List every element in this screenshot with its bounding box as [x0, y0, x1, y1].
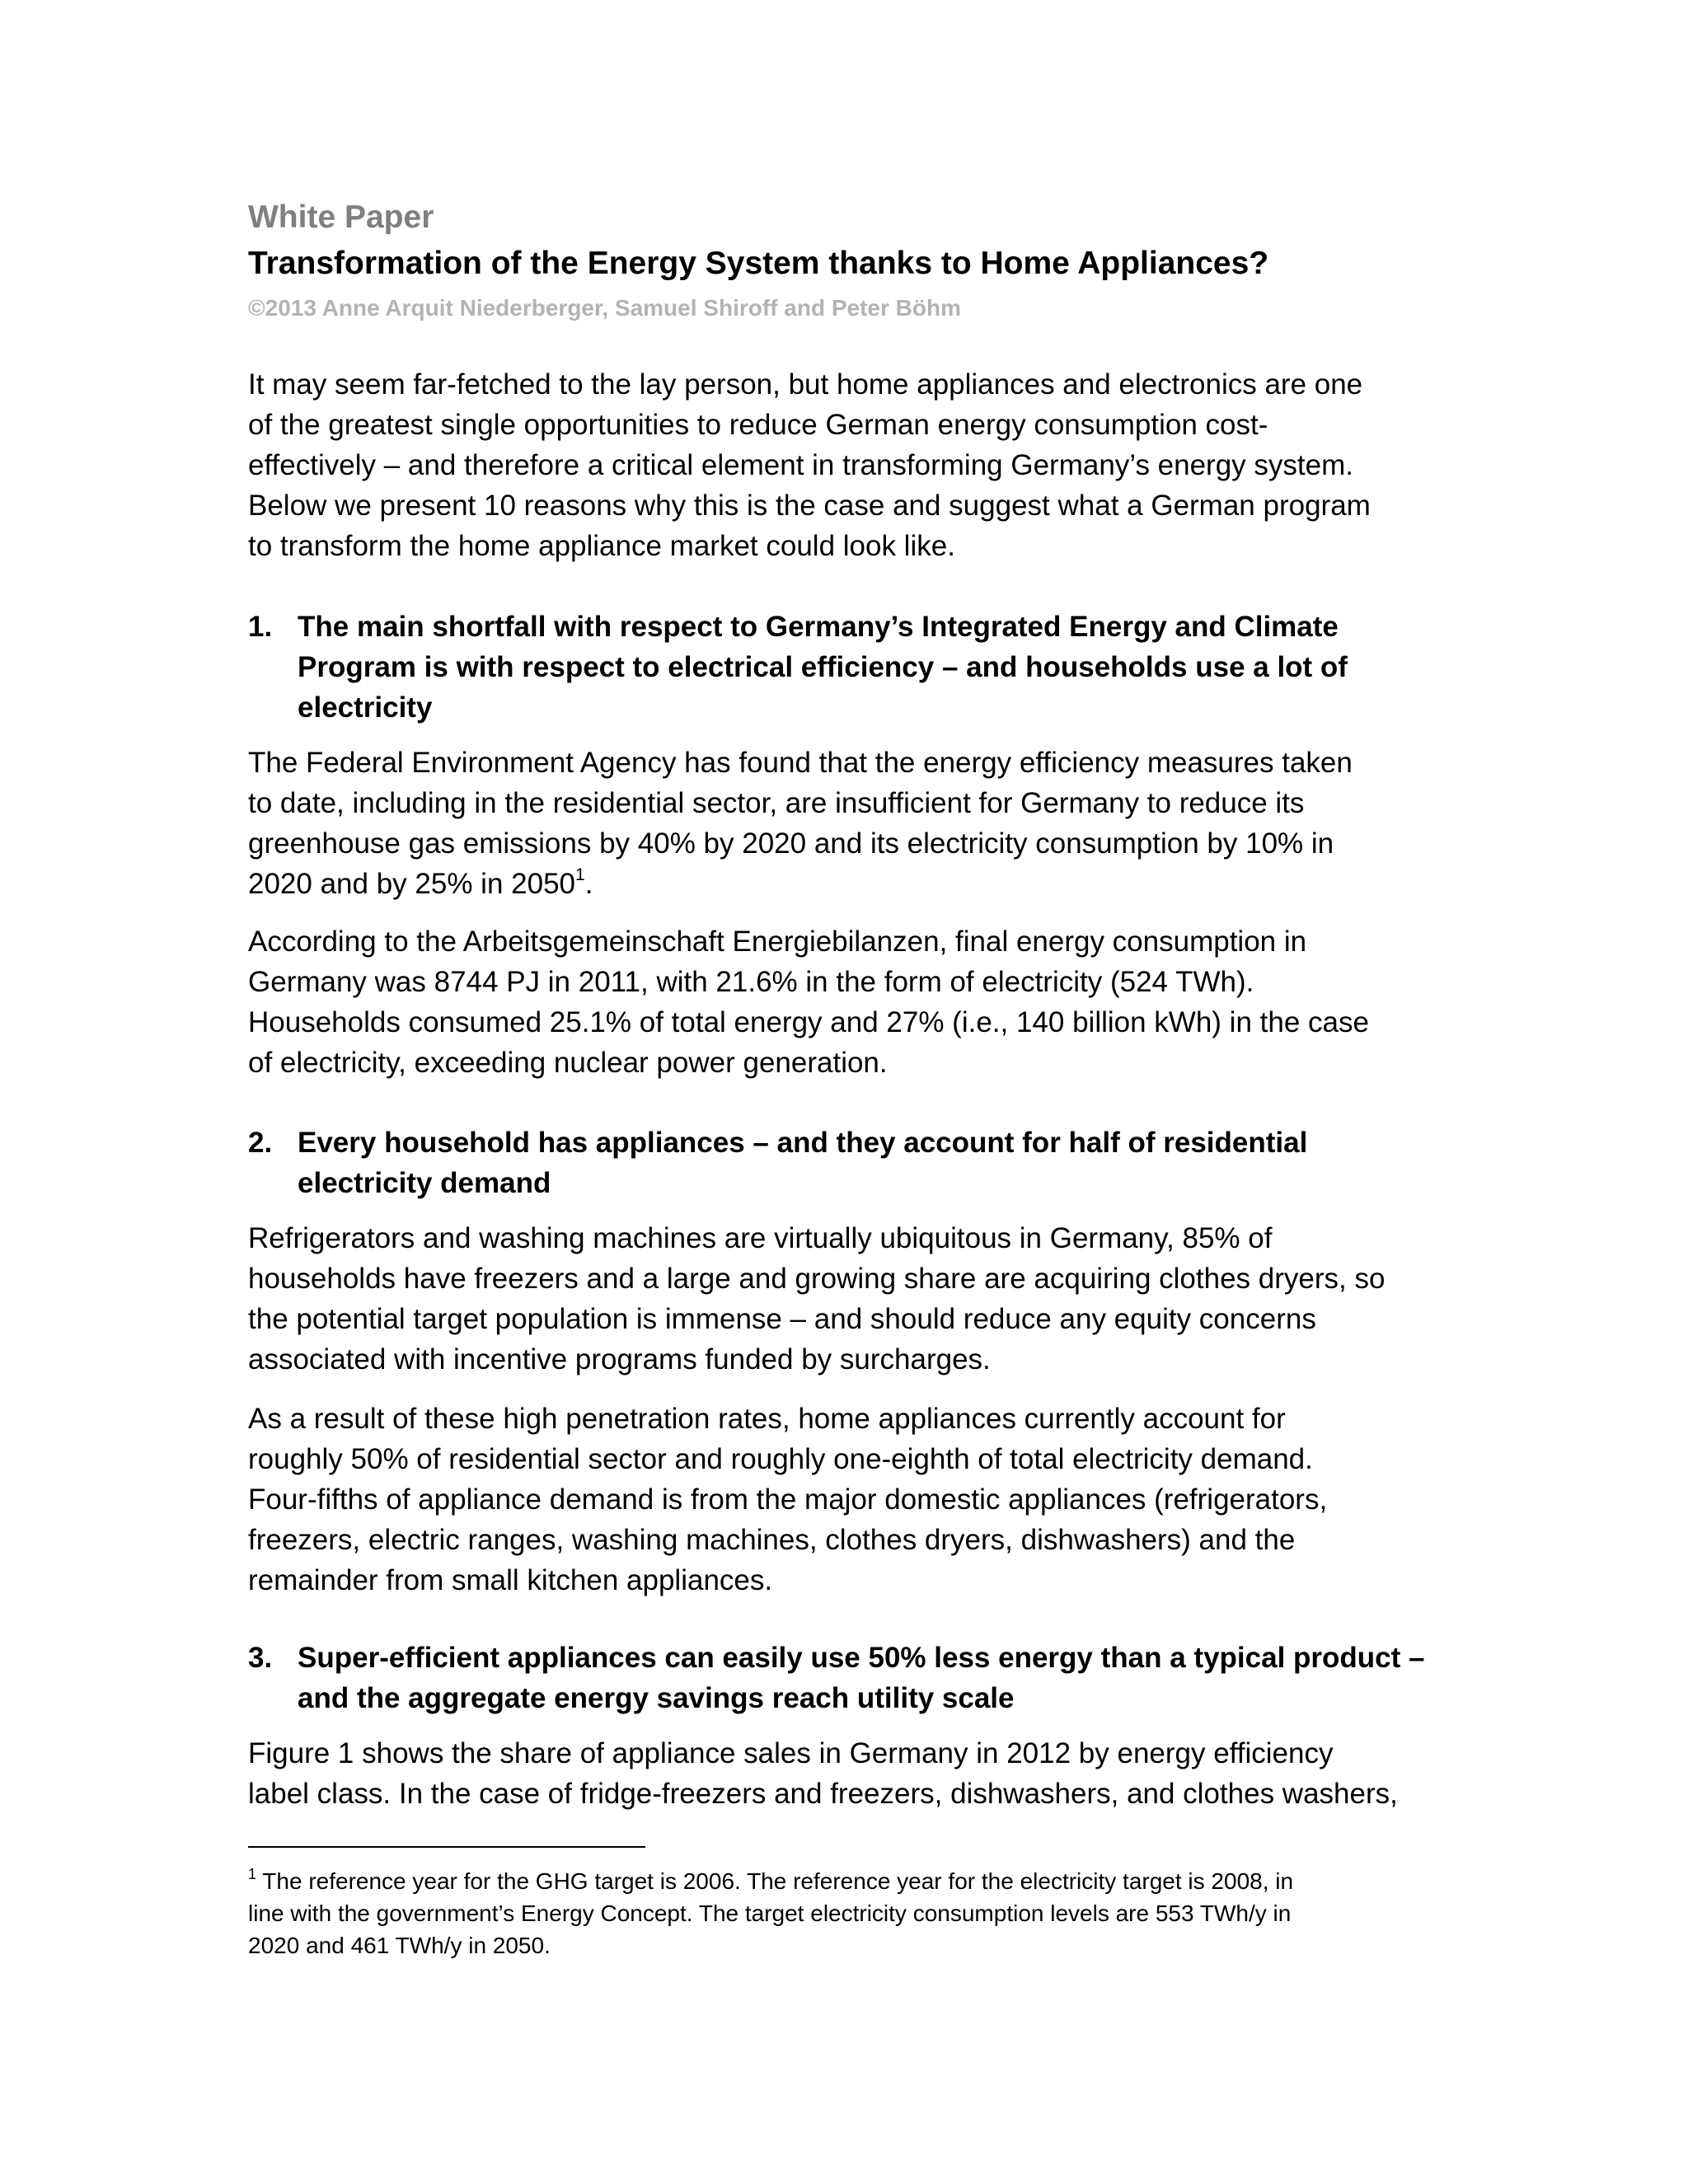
heading-line: Program is with respect to electrical efficiency – and households use a lot of: [298, 651, 1348, 683]
document-kicker: White Paper: [248, 199, 434, 235]
section-2-paragraph-1: [248, 1218, 1435, 1380]
footnote-line: line with the government’s Energy Concept. The target electricity consumption levels are 553 TWh/y in: [248, 1900, 1292, 1926]
paragraph-line: associated with incentive programs funded by surcharges.: [248, 1343, 991, 1376]
paragraph-line: Households consumed 25.1% of total energy and 27% (i.e., 140 billion kWh) in the case: [248, 1006, 1369, 1038]
intro-paragraph: [248, 364, 1435, 566]
footnote-line: [248, 1865, 1435, 1897]
footnote-marker: 1: [248, 1866, 257, 1882]
footnote-line: 2020 and 461 TWh/y in 2050.: [248, 1933, 551, 1958]
footnote-separator: [248, 1846, 645, 1848]
paragraph-line: roughly 50% of residential sector and roughly one-eighth of total electricity demand.: [248, 1443, 1313, 1475]
heading-line: and the aggregate energy savings reach utility scale: [298, 1682, 1015, 1714]
intro-line: It may seem far-fetched to the lay person, but home appliances and electronics are one: [248, 368, 1363, 401]
section-heading-text: [298, 1122, 1307, 1203]
heading-line: electricity: [298, 691, 433, 724]
intro-line: Below we present 10 reasons why this is the case and suggest what a German program: [248, 490, 1371, 522]
section-1-paragraph-2: [248, 921, 1435, 1083]
paragraph-line: remainder from small kitchen appliances.: [248, 1564, 773, 1596]
paragraph-line-text: 2020 and by 25% in 2050: [248, 868, 575, 900]
heading-line: Super-efficient appliances can easily use 50% less energy than a typical product –: [298, 1642, 1425, 1674]
intro-line: effectively – and therefore a critical element in transforming Germany’s energy system.: [248, 449, 1353, 481]
section-number: 3.: [248, 1642, 273, 1674]
paragraph-line: greenhouse gas emissions by 40% by 2020 and its electricity consumption by 10% in: [248, 827, 1334, 860]
section-3-paragraph-1: [248, 1733, 1435, 1814]
heading-line: The main shortfall with respect to Germany’s Integrated Energy and Climate: [298, 611, 1339, 643]
paragraph-line: [248, 864, 1435, 904]
section-heading-text: [298, 607, 1348, 728]
footnote-text: The reference year for the GHG target is 2006. The reference year for the electricity target is 2008, in: [256, 1868, 1294, 1894]
intro-line: of the greatest single opportunities to reduce German energy consumption cost-: [248, 409, 1268, 441]
paragraph-line: Four-fifths of appliance demand is from the major domestic appliances (refrigerators,: [248, 1483, 1328, 1516]
footnote: [248, 1865, 1435, 1961]
paragraph-line: Figure 1 shows the share of appliance sales in Germany in 2012 by energy efficiency: [248, 1737, 1334, 1769]
paragraph-line: The Federal Environment Agency has found that the energy efficiency measures taken: [248, 747, 1353, 779]
paragraph-line: Germany was 8744 PJ in 2011, with 21.6% in the form of electricity (524 TWh).: [248, 966, 1254, 998]
paragraph-line: the potential target population is immense – and should reduce any equity concerns: [248, 1303, 1316, 1335]
paragraph-line: According to the Arbeitsgemeinschaft Energiebilanzen, final energy consumption in: [248, 926, 1307, 958]
section-heading-text: [298, 1638, 1424, 1718]
footnote-reference[interactable]: 1: [575, 865, 585, 884]
paragraph-line: As a result of these high penetration rates, home appliances currently account for: [248, 1403, 1286, 1435]
paragraph-line: households have freezers and a large and growing share are acquiring clothes dryers, so: [248, 1263, 1386, 1295]
sentence-end: .: [584, 868, 593, 900]
intro-line: to transform the home appliance market could look like.: [248, 530, 955, 562]
paragraph-line: label class. In the case of fridge-freezers and freezers, dishwashers, and clothes washers,: [248, 1778, 1398, 1810]
section-2-paragraph-2: [248, 1399, 1435, 1601]
paragraph-line: to date, including in the residential sector, are insufficient for Germany to reduce its: [248, 787, 1305, 819]
section-1-paragraph-1: [248, 743, 1435, 904]
section-number: 2.: [248, 1127, 273, 1159]
paragraph-line: of electricity, exceeding nuclear power generation.: [248, 1047, 888, 1079]
paragraph-line: Refrigerators and washing machines are virtually ubiquitous in Germany, 85% of: [248, 1222, 1273, 1254]
heading-line: Every household has appliances – and they account for half of residential: [298, 1127, 1308, 1159]
heading-line: electricity demand: [298, 1167, 551, 1199]
copyright-line: ©2013 Anne Arquit Niederberger, Samuel Shiroff and Peter Böhm: [248, 295, 961, 321]
paragraph-line: freezers, electric ranges, washing machines, clothes dryers, dishwashers) and the: [248, 1524, 1296, 1556]
section-number: 1.: [248, 611, 273, 643]
document-title: Transformation of the Energy System thanks to Home Appliances?: [248, 246, 1269, 281]
